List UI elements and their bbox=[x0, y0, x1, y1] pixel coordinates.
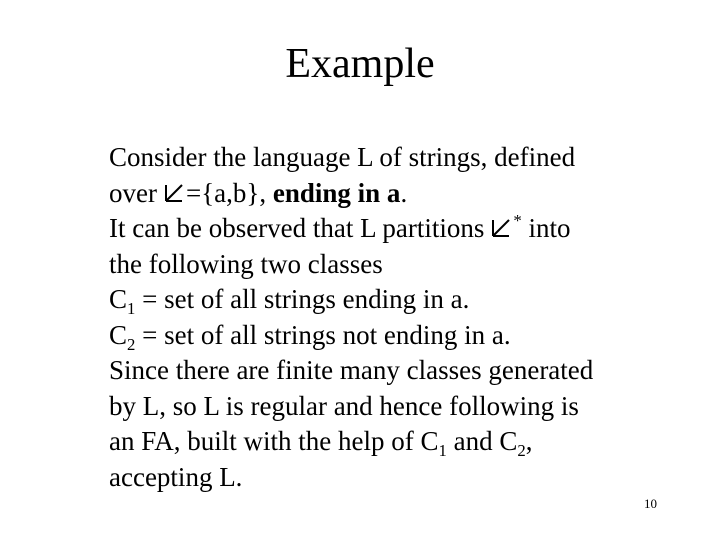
class-c1-line bbox=[109, 282, 709, 318]
kleene-star: * bbox=[513, 211, 522, 231]
c1-definition: = set of all strings ending in a. bbox=[135, 284, 470, 314]
text-over: over bbox=[109, 177, 157, 208]
text-line-2 bbox=[109, 176, 709, 212]
c2-definition: = set of all strings not ending in a. bbox=[135, 319, 511, 350]
slide-title: Example bbox=[285, 41, 435, 87]
sigma-icon bbox=[163, 182, 185, 204]
c2-subscript: 2 bbox=[127, 334, 136, 354]
text-line-10: accepting L. bbox=[109, 461, 243, 492]
fa-text: an FA, built with the help of C bbox=[109, 426, 439, 456]
c1-letter: C bbox=[109, 284, 128, 314]
ending-in-a-bold: ending in a bbox=[272, 177, 401, 208]
text-period: . bbox=[400, 177, 408, 208]
class-c2-line bbox=[109, 318, 709, 354]
c1-subscript: 1 bbox=[127, 298, 136, 318]
text-partitions: It can be observed that L partitions bbox=[109, 213, 485, 243]
fa-and-c: and C bbox=[446, 426, 518, 456]
c2-letter: C bbox=[109, 319, 128, 350]
text-line-1: Consider the language L of strings, defined bbox=[109, 142, 576, 172]
text-line-3 bbox=[109, 211, 709, 247]
text-line-9 bbox=[109, 424, 709, 460]
fa-c2-subscript: 2 bbox=[517, 440, 526, 460]
text-line-7: Since there are finite many classes generated bbox=[109, 355, 594, 385]
sigma-star-icon bbox=[490, 217, 512, 239]
fa-comma: , bbox=[525, 426, 533, 456]
slide-body bbox=[109, 140, 709, 495]
text-into: into bbox=[528, 213, 571, 243]
alphabet-definition: ={a,b}, bbox=[185, 177, 267, 208]
fa-c1-subscript: 1 bbox=[438, 440, 447, 460]
text-line-8: by L, so L is regular and hence following is bbox=[109, 390, 579, 421]
page-number: 10 bbox=[644, 496, 657, 511]
text-line-4: the following two classes bbox=[109, 248, 383, 279]
